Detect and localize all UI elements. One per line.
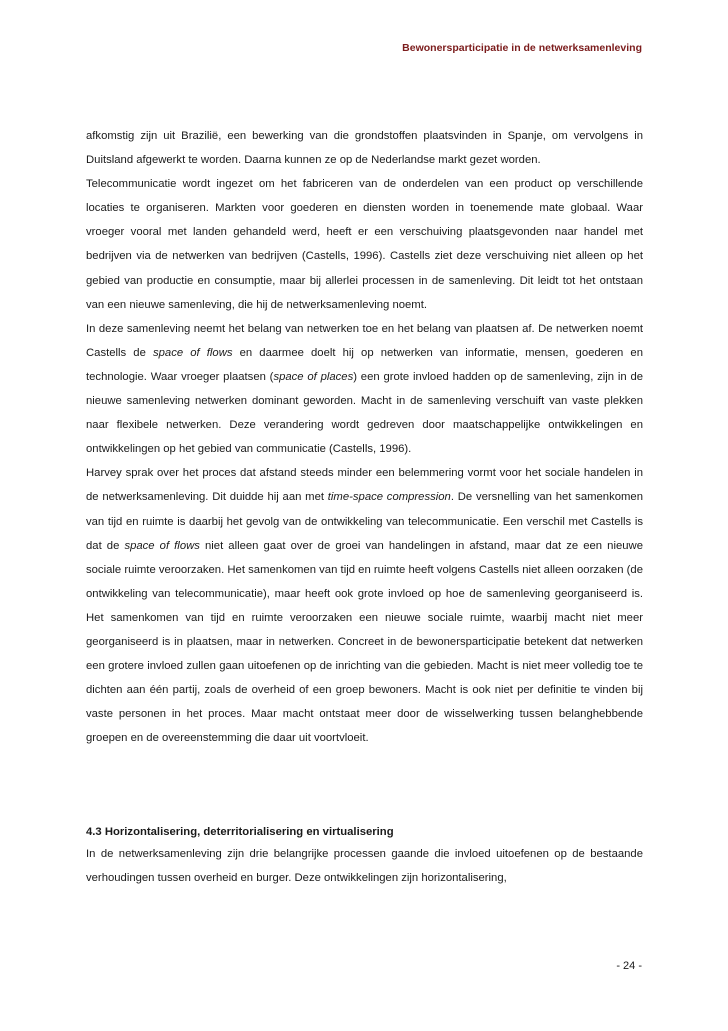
paragraph-3-text-b: en daarmee doelt hij op netwerken van informatie, mensen, goederen en technologie. Waar vroeger plaatsen ( xyxy=(86,346,643,383)
page-number: - 24 - xyxy=(616,960,642,972)
paragraph-4-text-b: . De versnelling van het samenkomen van tijd en ruimte is daarbij het gevolg van de ontwikkeling van telecommunicatie. Een verschil met Castells is dat de xyxy=(86,491,643,552)
running-header: Bewonersparticipatie in de netwerksamenleving xyxy=(402,42,642,54)
term-space-of-places: space of places xyxy=(273,370,354,383)
paragraph-4 xyxy=(86,461,643,750)
paragraph-1: afkomstig zijn uit Brazilië, een bewerking van die grondstoffen plaatsvinden in Spanje, om vervolgens in Duitsland afgewerkt te worden. Daarna kunnen ze op de Nederlandse markt gezet worden. xyxy=(86,130,643,167)
paragraph-4-text-c: niet alleen gaat over de groei van handelingen in afstand, maar dat ze een nieuwe sociale ruimte veroorzaken. Het samenkomen van tijd en ruimte heeft volgens Castells niet alleen oorzaken (de ontwikkeling van telecommunicatie), maar heeft ook grote invloed op hoe de samenleving georganiseerd is. Het samenkomen van tijd en ruimte veroorzaken een nieuwe sociale ruimte, waarbij macht niet meer georganiseerd is in plaatsen, maar in netwerken. Concreet in de bewonersparticipatie betekent dat netwerken een grotere invloed zullen gaan uitoefenen op de inrichting van die gebieden. Macht is niet meer volledig toe te dichten aan één partij, zoals de overheid of een groep bewoners. Macht is ook niet per definitie te vinden bij vaste personen in het proces. Maar macht ontstaat meer door de wisselwerking tussen belanghebbende groepen en de overeenstemming die daar uit voortvloeit. xyxy=(86,539,643,745)
paragraph-4-text-a: Harvey sprak over het proces dat afstand steeds minder een belemmering vormt voor het sociale handelen in de netwerksamenleving. Dit duidde hij aan met xyxy=(86,467,643,504)
term-space-of-flows: space of flows xyxy=(152,346,233,359)
paragraph-3-text-c: ) een grote invloed hadden op de samenleving, zijn in de nieuwe samenleving netwerken dominant geworden. Macht in de samenleving verschuift van vaste plekken naar flexibele netwerken. Deze verandering wordt gedreven door maatschappelijke ontwikkelingen en ontwikkelingen op het gebied van communicatie (Castells, 1996). xyxy=(86,370,644,456)
paragraph-2: Telecommunicatie wordt ingezet om het fabriceren van de onderdelen van een product op verschillende locaties te organiseren. Markten voor goederen en diensten worden in toenemende mate globaal. Waar vroeger vooral met landen gehandeld werd, heeft er een verschuiving plaatsgevonden naar handel met bedrijven via de netwerken van bedrijven (Castells, 1996). Castells ziet deze verschuiving niet alleen op het gebied van productie en consumptie, maar bij allerlei processen in de samenleving. Dit leidt tot het ontstaan van een nieuwe samenleving, die hij de netwerksamenleving noemt. xyxy=(86,178,643,311)
term-space-of-flows-2: space of flows xyxy=(124,539,200,552)
section-heading: 4.3 Horizontalisering, deterritorialisering en virtualisering xyxy=(86,826,394,838)
section-paragraph: In de netwerksamenleving zijn drie belangrijke processen gaande die invloed uitoefenen op de bestaande verhoudingen tussen overheid en burger. Deze ontwikkelingen zijn horizontalisering, xyxy=(86,848,643,885)
paragraph-3-text-a: In deze samenleving neemt het belang van netwerken toe en het belang van plaatsen af. De netwerken noemt Castells de xyxy=(86,322,643,359)
body-text xyxy=(86,124,643,750)
paragraph-3 xyxy=(86,317,643,462)
term-time-space-compression: time-space compression xyxy=(327,491,451,504)
section-body xyxy=(86,842,643,890)
